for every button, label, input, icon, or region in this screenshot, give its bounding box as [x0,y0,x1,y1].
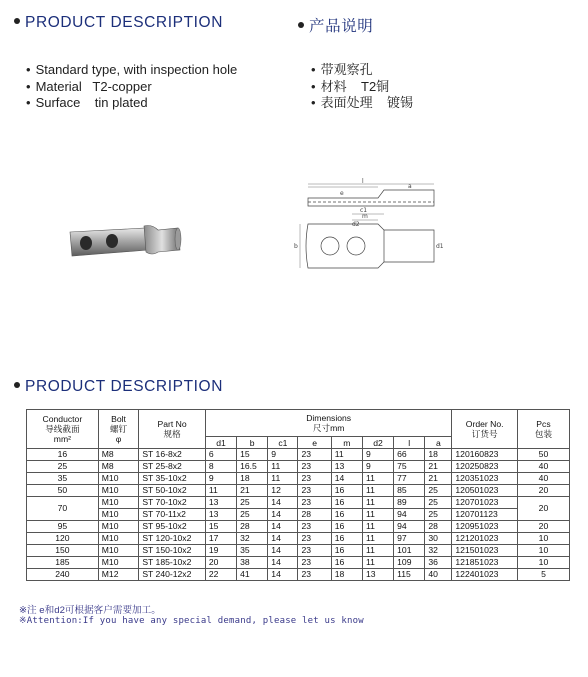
cell-conductor: 50 [27,485,99,497]
dim-label-d2: d2 [352,221,360,228]
cell-m: 14 [331,473,362,485]
table-row [27,509,570,521]
cell-d2: 11 [362,521,393,533]
table-row [27,497,570,509]
table-row [27,521,570,533]
cell-c1: 11 [268,461,298,473]
table-row [27,485,570,497]
cell-d1: 9 [205,473,236,485]
cell-bolt: M10 [98,509,139,521]
heading-text: PRODUCT DESCRIPTION [25,378,223,395]
cell-l: 109 [394,557,425,569]
bullet-dot-icon [14,382,20,388]
cell-a: 28 [425,521,452,533]
dim-label-a: a [408,183,412,190]
cell-l: 75 [394,461,425,473]
features-en-list [26,62,237,112]
cell-m: 18 [331,569,362,581]
cell-c1: 14 [268,569,298,581]
cell-part-no: ST 95-10x2 [139,521,206,533]
cell-d1: 13 [205,497,236,509]
cell-l: 101 [394,545,425,557]
product-description-heading-top [14,14,223,32]
header-bolt: Bolt 螺钉 φ [98,410,139,449]
cell-bolt: M10 [98,521,139,533]
cell-part-no: ST 240-12x2 [139,569,206,581]
feature-item: • Material T2-copper [26,79,237,96]
cell-a: 36 [425,557,452,569]
cell-m: 16 [331,485,362,497]
cell-d2: 9 [362,461,393,473]
dim-label-d1: d1 [436,243,444,250]
cell-d2: 11 [362,557,393,569]
cell-part-no: ST 50-10x2 [139,485,206,497]
cell-a: 40 [425,569,452,581]
cell-bolt: M10 [98,485,139,497]
cell-conductor: 16 [27,449,99,461]
cell-c1: 12 [268,485,298,497]
cell-d2: 11 [362,473,393,485]
heading-text: PRODUCT DESCRIPTION [25,14,223,31]
cell-d2: 9 [362,449,393,461]
cell-e: 23 [298,533,331,545]
cell-pcs: 10 [517,557,569,569]
dim-label-m: m [362,213,368,220]
cell-e: 23 [298,485,331,497]
header-e: e [298,437,331,449]
cell-d2: 11 [362,509,393,521]
cell-part-no: ST 16-8x2 [139,449,206,461]
cell-a: 30 [425,533,452,545]
cell-l: 94 [394,521,425,533]
cell-c1: 14 [268,521,298,533]
cell-e: 23 [298,449,331,461]
bullet-dot-icon [298,22,304,28]
header-d1: d1 [205,437,236,449]
cell-b: 41 [237,569,268,581]
cell-d2: 11 [362,497,393,509]
cell-e: 23 [298,557,331,569]
cell-d1: 6 [205,449,236,461]
feature-item: • Standard type, with inspection hole [26,62,237,79]
cell-conductor: 150 [27,545,99,557]
cell-b: 28 [237,521,268,533]
table-row [27,461,570,473]
cell-l: 77 [394,473,425,485]
header-m: m [331,437,362,449]
cell-order-no: 121851023 [452,557,518,569]
cell-order-no: 120951023 [452,521,518,533]
dim-label-c1: c1 [360,207,368,214]
header-a: a [425,437,452,449]
cell-conductor: 25 [27,461,99,473]
header-b: b [237,437,268,449]
cell-pcs: 20 [517,485,569,497]
cell-e: 23 [298,497,331,509]
dim-label-e: e [340,190,344,197]
technical-drawing [292,178,456,278]
cell-a: 25 [425,497,452,509]
specification-table [26,409,570,581]
cell-c1: 14 [268,557,298,569]
cell-m: 16 [331,533,362,545]
cell-e: 28 [298,509,331,521]
cell-order-no: 122401023 [452,569,518,581]
cell-d2: 11 [362,485,393,497]
cell-a: 32 [425,545,452,557]
cell-b: 38 [237,557,268,569]
table-row [27,557,570,569]
product-description-cn-heading [298,14,373,36]
cell-b: 25 [237,509,268,521]
cell-d1: 15 [205,521,236,533]
cell-e: 23 [298,521,331,533]
cell-bolt: M8 [98,461,139,473]
cell-m: 11 [331,449,362,461]
cell-l: 89 [394,497,425,509]
cell-c1: 11 [268,473,298,485]
cell-l: 115 [394,569,425,581]
cell-b: 18 [237,473,268,485]
cell-part-no: ST 70-11x2 [139,509,206,521]
cell-conductor: 120 [27,533,99,545]
cell-b: 16.5 [237,461,268,473]
cell-d2: 11 [362,545,393,557]
cell-pcs: 10 [517,545,569,557]
cell-bolt: M12 [98,569,139,581]
cell-d1: 13 [205,509,236,521]
table-row [27,533,570,545]
cell-d1: 20 [205,557,236,569]
cell-part-no: ST 150-10x2 [139,545,206,557]
cell-pcs: 40 [517,473,569,485]
cell-m: 16 [331,557,362,569]
cell-order-no: 120160823 [452,449,518,461]
cell-b: 21 [237,485,268,497]
cell-c1: 14 [268,533,298,545]
cell-bolt: M10 [98,557,139,569]
cell-order-no: 120250823 [452,461,518,473]
cell-conductor: 35 [27,473,99,485]
cell-d2: 13 [362,569,393,581]
cell-c1: 9 [268,449,298,461]
cell-bolt: M10 [98,497,139,509]
cell-conductor: 240 [27,569,99,581]
table-row [27,473,570,485]
cell-pcs: 20 [517,521,569,533]
cell-bolt: M8 [98,449,139,461]
feature-item: • 表面处理 镀锡 [311,95,413,112]
cell-b: 35 [237,545,268,557]
cell-l: 85 [394,485,425,497]
cell-a: 21 [425,473,452,485]
cell-d2: 11 [362,533,393,545]
header-c1: c1 [268,437,298,449]
cell-order-no: 121201023 [452,533,518,545]
cell-order-no: 120501023 [452,485,518,497]
note-cn: ※注 e和d2可根据客户需要加工。 [19,605,161,616]
cell-e: 23 [298,545,331,557]
cell-m: 16 [331,497,362,509]
note-en: ※Attention:If you have any special demand, please let us know [19,616,364,626]
cell-pcs: 5 [517,569,569,581]
features-cn-list [311,62,413,112]
cell-l: 66 [394,449,425,461]
dim-label-b: b [294,243,298,250]
cell-c1: 14 [268,509,298,521]
cell-part-no: ST 35-10x2 [139,473,206,485]
header-dimensions: Dimensions 尺寸mm [205,410,452,437]
cell-pcs: 20 [517,497,569,521]
heading-text: 产品说明 [309,18,374,35]
cable-lug-photo [66,218,184,262]
cell-part-no: ST 70-10x2 [139,497,206,509]
cell-c1: 14 [268,545,298,557]
cell-pcs: 10 [517,533,569,545]
cell-b: 25 [237,497,268,509]
cell-part-no: ST 120-10x2 [139,533,206,545]
cell-e: 23 [298,473,331,485]
feature-item: • 材料 T2铜 [311,79,413,96]
cell-d1: 11 [205,485,236,497]
cell-a: 21 [425,461,452,473]
cell-e: 23 [298,569,331,581]
cell-part-no: ST 25-8x2 [139,461,206,473]
cell-conductor: 95 [27,521,99,533]
cell-a: 25 [425,509,452,521]
header-part-no: Part No 规格 [139,410,206,449]
table-row [27,449,570,461]
cell-m: 16 [331,509,362,521]
table-row [27,569,570,581]
feature-item: • Surface tin plated [26,95,237,112]
cell-d1: 19 [205,545,236,557]
cell-order-no: 121501023 [452,545,518,557]
cell-part-no: ST 185-10x2 [139,557,206,569]
cell-order-no: 120701023 [452,497,518,509]
cell-conductor: 185 [27,557,99,569]
header-conductor: Conductor 导线截面 mm² [27,410,99,449]
cell-conductor: 70 [27,497,99,521]
cell-d1: 22 [205,569,236,581]
cell-bolt: M10 [98,533,139,545]
cell-b: 15 [237,449,268,461]
table-row [27,545,570,557]
cell-m: 13 [331,461,362,473]
product-description-heading-bottom [14,378,223,396]
cell-m: 16 [331,545,362,557]
header-d2: d2 [362,437,393,449]
cell-d1: 17 [205,533,236,545]
cell-l: 97 [394,533,425,545]
cell-a: 18 [425,449,452,461]
bullet-dot-icon [14,18,20,24]
header-l: l [394,437,425,449]
cell-a: 25 [425,485,452,497]
cell-d1: 8 [205,461,236,473]
cell-l: 94 [394,509,425,521]
cell-order-no: 120701123 [452,509,518,521]
cell-c1: 14 [268,497,298,509]
cell-bolt: M10 [98,545,139,557]
cell-b: 32 [237,533,268,545]
dim-label-l: l [362,178,364,185]
cell-m: 16 [331,521,362,533]
cell-order-no: 120351023 [452,473,518,485]
feature-item: • 带观察孔 [311,62,413,79]
cell-pcs: 50 [517,449,569,461]
header-order-no: Order No. 订货号 [452,410,518,449]
cell-pcs: 40 [517,461,569,473]
header-pcs: Pcs 包装 [517,410,569,449]
cell-bolt: M10 [98,473,139,485]
cell-e: 23 [298,461,331,473]
